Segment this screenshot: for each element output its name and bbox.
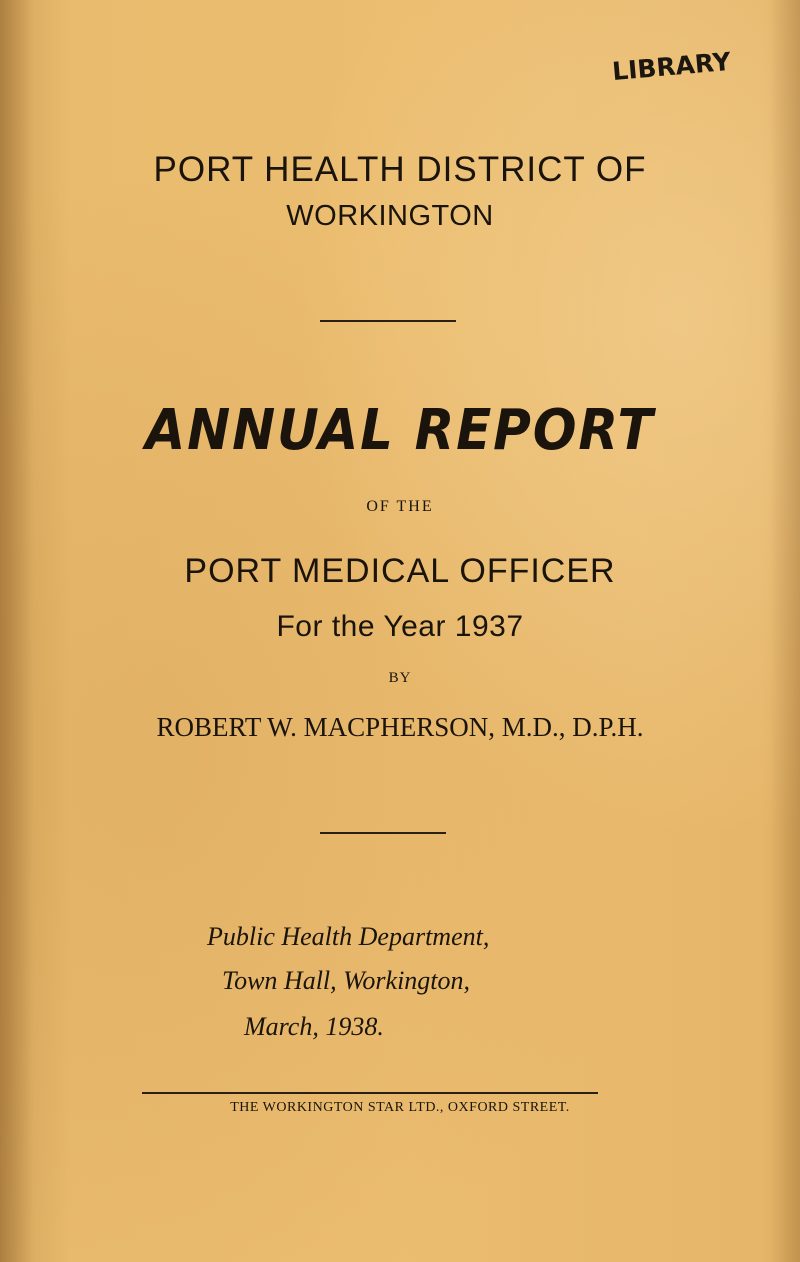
of-the-label: OF THE	[366, 498, 434, 515]
district-title-line1: PORT HEALTH DISTRICT OF	[153, 150, 647, 189]
by-label: BY	[388, 670, 412, 686]
address-line-3: March, 1938.	[244, 1012, 384, 1041]
district-title-line2: WORKINGTON	[286, 200, 494, 232]
divider-middle	[320, 832, 446, 834]
report-title: ANNUAL REPORT	[145, 398, 655, 463]
library-stamp: LIBRARY	[610, 46, 732, 87]
author-name: ROBERT W. MACPHERSON, M.D., D.P.H.	[156, 712, 644, 742]
address-line-2: Town Hall, Workington,	[222, 966, 471, 995]
divider-bottom	[142, 1092, 598, 1094]
printer-imprint: THE WORKINGTON STAR LTD., OXFORD STREET.	[230, 1100, 570, 1115]
officer-title: PORT MEDICAL OFFICER	[184, 552, 616, 590]
report-year: For the Year 1937	[276, 610, 524, 643]
divider-top	[320, 320, 456, 322]
address-line-1: Public Health Department,	[207, 922, 490, 951]
